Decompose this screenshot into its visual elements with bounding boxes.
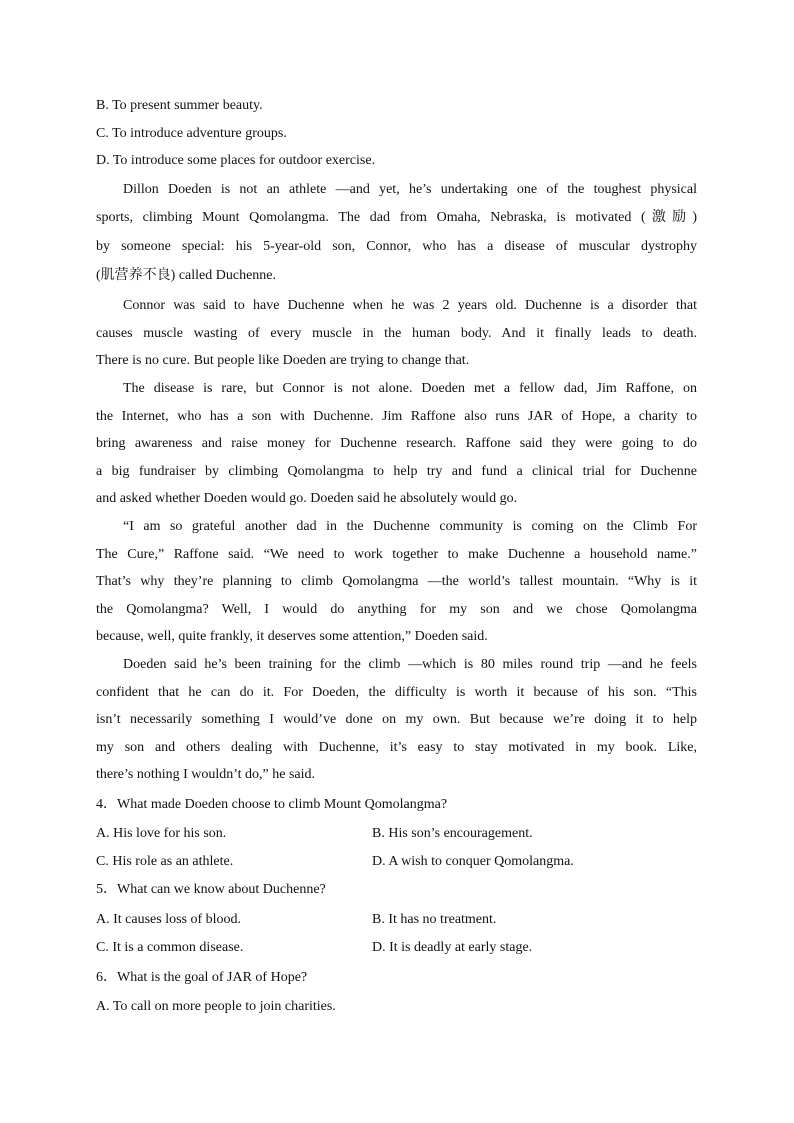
passage-line: because, well, quite frankly, it deserves some attention,” Doeden said. bbox=[96, 629, 488, 644]
passage-line: causes muscle wasting of every muscle in the human body. And it finally leads to death. bbox=[96, 326, 697, 341]
passage-line: Connor was said to have Duchenne when he was 2 years old. Duchenne is a disorder that bbox=[123, 298, 697, 313]
question-4-option-b: B. His son’s encouragement. bbox=[372, 826, 533, 841]
question-5-option-d: D. It is deadly at early stage. bbox=[372, 940, 533, 955]
passage-line: The disease is rare, but Connor is not alone. Doeden met a fellow dad, Jim Raffone, on bbox=[123, 381, 697, 396]
passage-line: Dillon Doeden is not an athlete —and yet, he’s undertaking one of the toughest physical bbox=[123, 182, 697, 197]
passage-line: (肌营养不良) called Duchenne. bbox=[96, 268, 276, 283]
passage-line: by someone special: his 5-year-old son, Connor, who has a disease of muscular dystrophy bbox=[96, 239, 697, 254]
passage-line: There is no cure. But people like Doeden are trying to change that. bbox=[96, 353, 470, 368]
passage-line: The Cure,” Raffone said. “We need to work together to make Duchenne a household name.” bbox=[96, 547, 697, 562]
passage-line: there’s nothing I wouldn’t do,” he said. bbox=[96, 767, 316, 782]
passage-line: the Qomolangma? Well, I would do anything for my son and we chose Qomolangma bbox=[96, 602, 697, 617]
question-6-stem: 6．What is the goal of JAR of Hope? bbox=[96, 970, 308, 985]
question-5-option-a: A. It causes loss of blood. bbox=[96, 912, 242, 927]
passage-line: the Internet, who has a son with Duchenne. Jim Raffone also runs JAR of Hope, a charity to bbox=[96, 409, 697, 424]
question-5-stem: 5．What can we know about Duchenne? bbox=[96, 882, 326, 897]
passage-line: isn’t necessarily something I would’ve done on my own. But because we’re doing it to help bbox=[96, 712, 697, 727]
passage-line: sports, climbing Mount Qomolangma. The dad from Omaha, Nebraska, is motivated (激励) bbox=[96, 210, 697, 225]
option-c-prev: C. To introduce adventure groups. bbox=[96, 126, 287, 141]
question-4-option-d: D. A wish to conquer Qomolangma. bbox=[372, 854, 574, 869]
passage-line: bring awareness and raise money for Duchenne research. Raffone said they were going to do bbox=[96, 436, 697, 451]
question-6-option-a: A. To call on more people to join charities. bbox=[96, 999, 336, 1014]
passage-line: Doeden said he’s been training for the climb —which is 80 miles round trip —and he feels bbox=[123, 657, 697, 672]
question-5-option-b: B. It has no treatment. bbox=[372, 912, 497, 927]
passage-line: “I am so grateful another dad in the Duchenne community is coming on the Climb For bbox=[123, 519, 697, 534]
question-5-option-c: C. It is a common disease. bbox=[96, 940, 244, 955]
question-4-stem: 4．What made Doeden choose to climb Mount Qomolangma? bbox=[96, 797, 448, 812]
option-b-prev: B. To present summer beauty. bbox=[96, 98, 263, 113]
question-4-option-c: C. His role as an athlete. bbox=[96, 854, 234, 869]
question-4-option-a: A. His love for his son. bbox=[96, 826, 227, 841]
passage-line: That’s why they’re planning to climb Qomolangma —the world’s tallest mountain. “Why is it bbox=[96, 574, 697, 589]
passage-line: and asked whether Doeden would go. Doeden said he absolutely would go. bbox=[96, 491, 518, 506]
passage-line: my son and others dealing with Duchenne, it’s easy to stay motivated in my book. Like, bbox=[96, 740, 697, 755]
option-d-prev: D. To introduce some places for outdoor exercise. bbox=[96, 153, 376, 168]
passage-line: confident that he can do it. For Doeden, the difficulty is worth it because of his son. “This bbox=[96, 685, 697, 700]
passage-line: a big fundraiser by climbing Qomolangma to help try and fund a clinical trial for Duchenne bbox=[96, 464, 697, 479]
